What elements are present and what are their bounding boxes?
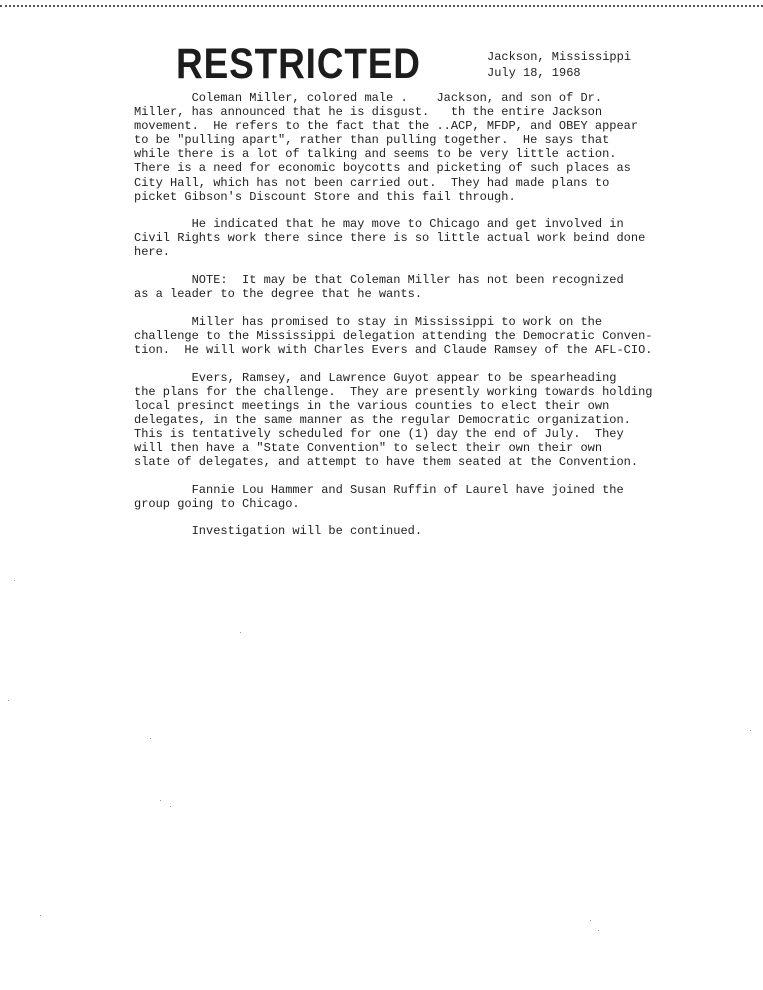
scan-speck [170,806,171,807]
page-top-edge [0,0,763,7]
scan-speck [160,800,161,801]
scan-speck [14,580,15,581]
paragraph: He indicated that he may move to Chicago and get involved in Civil Rights work there since there is so little actual work beind done here. [134,217,646,260]
paragraph: Investigation will be continued. [134,524,423,539]
dateline-location: Jackson, Mississippi [487,50,632,64]
scan-speck [40,915,41,916]
dateline-date: July 18, 1968 [487,66,581,80]
dateline [487,49,631,81]
restricted-stamp: RESTRICTED [176,40,421,88]
scan-speck [598,930,599,931]
paragraph: NOTE: It may be that Coleman Miller has not been recognized as a leader to the degree that he wants. [134,273,624,302]
scan-speck [750,730,751,731]
paragraph: Miller has promised to stay in Mississippi to work on the challenge to the Mississippi delegation attending the Democratic Conven- tion. He will work with Charles Evers and Claude Ramsey of the AFL-CIO. [134,314,653,357]
scan-speck [240,632,241,633]
scan-speck [8,700,9,701]
paragraph: Fannie Lou Hammer and Susan Ruffin of Laurel have joined the group going to Chicago. [134,482,624,511]
scan-speck [150,738,151,739]
paragraph: Coleman Miller, colored male . Jackson, and son of Dr. Miller, has announced that he is disgust. th the entire Jackson movement. He refers to the fact that the ..ACP, MFDP, and OBEY appear to be "pulling apart", rather than pulling together. He says that while there is a lot of talking and seems to be very little action. There is a need for economic boycotts and picketing of such places as City Hall, which has not been carried out. They had made plans to picket Gibson's Discount Store and this fail through. [134,91,639,204]
scan-speck [590,920,591,921]
memo-body [134,91,654,552]
paragraph: Evers, Ramsey, and Lawrence Guyot appear to be spearheading the plans for the challenge. They are presently working towards holding local presinct meetings in the various counties to elect their own delegates, in the same manner as the regular Democratic organization. This is tentatively scheduled for one (1) day the end of July. They will then have a "State Convention" to select their own their own slate of delegates, and attempt to have them seated at the Convention. [134,370,653,470]
